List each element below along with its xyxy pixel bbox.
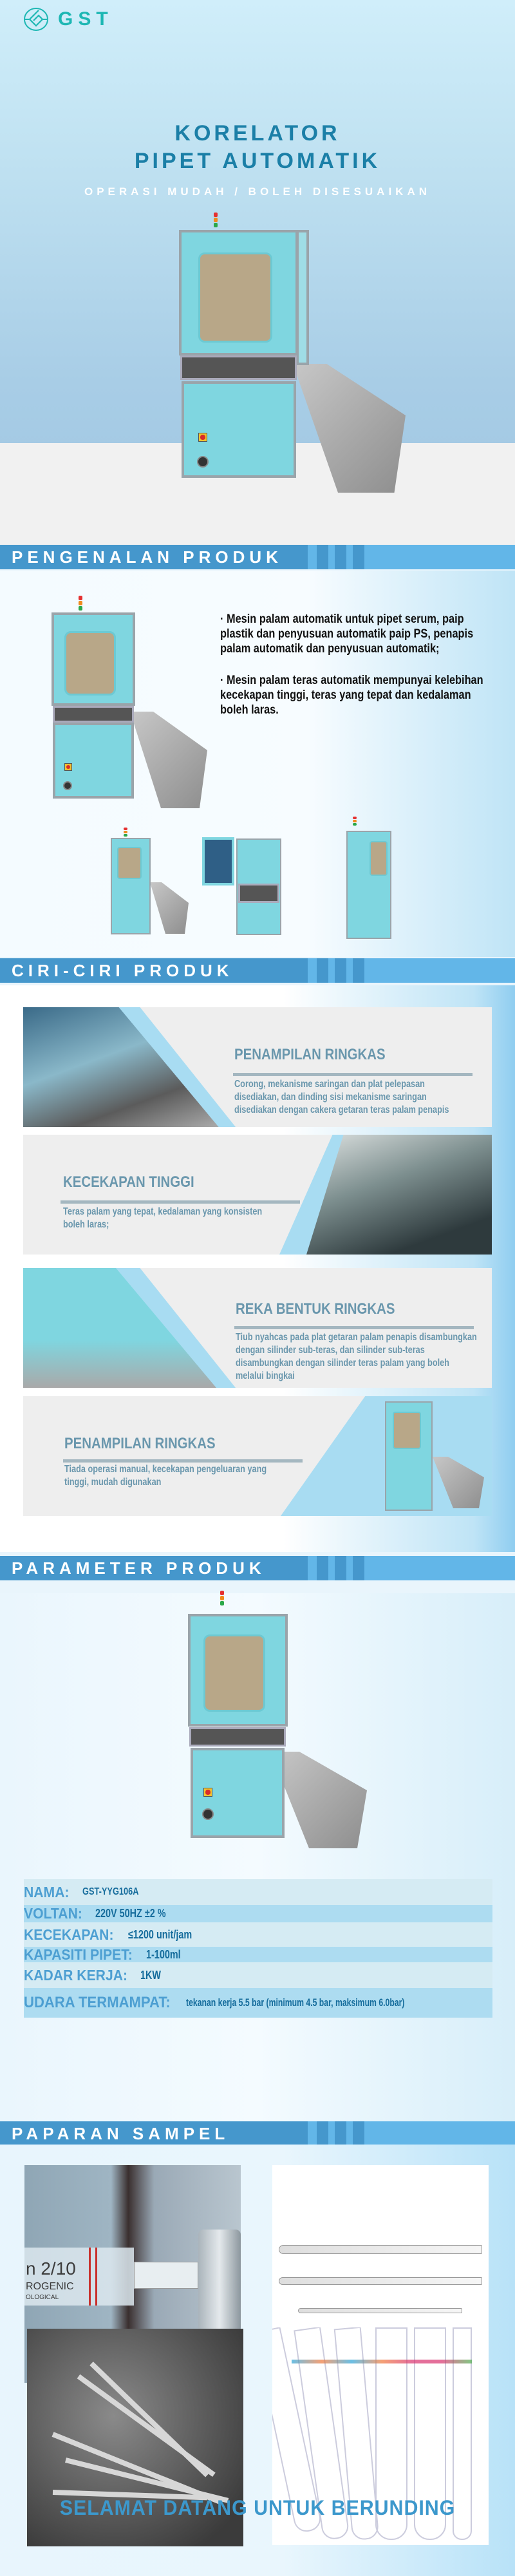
emergency-stop-icon — [203, 1788, 212, 1797]
intro-bullet: · Mesin palam automatik untuk pipet serum, paip plastik dan penyusuan automatik paip PS, penapis palam automatik dan penyusuan automatik; — [220, 612, 474, 656]
hero-subtitle: OPERASI MUDAH / BOLEH DISESUAIKAN — [84, 185, 431, 198]
feature-card — [23, 1268, 492, 1388]
section-header-intro — [0, 545, 515, 569]
feature-machine-image — [384, 1399, 487, 1515]
closing-message: SELAMAT DATANG UNTUK BERUNDING — [59, 2496, 456, 2519]
gst-logo-icon — [23, 6, 49, 32]
machine-mechanism — [238, 884, 279, 903]
signal-light-icon — [79, 596, 82, 611]
hopper — [130, 712, 207, 808]
param-key: KADAR KERJA: — [24, 1966, 128, 1984]
brand-name: GST — [58, 8, 113, 30]
feature-description: Corong, mekanisme saringan dan plat pelepasan disediakan, dan dinding sisi mekanisme saringan disediakan dengan cakera getaran teras palam penapis — [234, 1079, 449, 1115]
feature-title: PENAMPILAN RINGKAS — [64, 1435, 216, 1452]
page-title — [0, 120, 515, 175]
machine-window — [203, 1634, 265, 1712]
feature-description: Teras palam yang tepat, kedalaman yang konsisten boleh laras; — [63, 1206, 263, 1230]
section-title: PARAMETER PRODUK — [12, 1558, 266, 1578]
intro-bullet: · Mesin palam teras automatik mempunyai kelebihan kecekapan tinggi, teras yang tepat dan kedalaman boleh laras. — [220, 674, 483, 717]
param-value: ≤1200 unit/jam — [127, 1927, 192, 1941]
fan-icon — [197, 456, 209, 468]
feature-description: Tiada operasi manual, kecekapan pengeluaran yang tinggi, mudah digunakan — [64, 1464, 267, 1488]
param-row — [24, 1905, 492, 1922]
feature-title: PENAMPILAN RINGKAS — [234, 1046, 386, 1063]
machine-window — [370, 841, 388, 876]
machine-mechanism — [180, 355, 297, 380]
emergency-stop-icon — [198, 433, 207, 442]
machine-window — [117, 847, 142, 879]
param-row — [24, 1879, 492, 1905]
hero-banner — [0, 0, 515, 546]
intro-description — [220, 612, 483, 734]
intro-machine-image — [46, 596, 214, 808]
param-key: KAPASITI PIPET: — [24, 1946, 133, 1963]
machine-window — [198, 252, 272, 343]
params-machine-image — [174, 1591, 386, 1868]
param-key: VOLTAN: — [24, 1905, 82, 1922]
pipette-label: n 2/10 — [26, 2259, 76, 2278]
feature-card — [23, 1135, 492, 1255]
param-key: UDARA TERMAMPAT: — [24, 1994, 171, 2011]
section-title: PENGENALAN PRODUK — [12, 547, 283, 567]
machine-view-front — [108, 828, 192, 940]
parameter-table — [24, 1879, 492, 2018]
param-key: KECEKAPAN: — [24, 1926, 114, 1943]
feature-card — [23, 1007, 492, 1127]
feature-title: KECEKAPAN TINGGI — [63, 1173, 194, 1191]
machine-window — [64, 631, 116, 696]
param-value: 1-100ml — [145, 1947, 181, 1961]
signal-light-icon — [214, 213, 218, 228]
hero-machine-image — [174, 213, 406, 509]
machine-mechanism — [53, 706, 134, 723]
param-row — [24, 1947, 492, 1962]
machine-open-door — [202, 837, 234, 886]
machine-window — [393, 1412, 421, 1449]
title-line-1: KORELATOR — [174, 121, 341, 146]
feature-description: Tiub nyahcas pada plat getaran palam penapis disambungkan dengan silinder sub-teras, dan silinder sub-teras disambungkan dengan silinder teras palam yang boleh melalui bingkai — [236, 1332, 477, 1381]
signal-light-icon — [353, 817, 357, 826]
param-value: 220V 50HZ ±2 % — [95, 1907, 166, 1920]
section-title: PAPARAN SAMPEL — [12, 2124, 230, 2143]
hopper — [270, 1752, 367, 1848]
machine-view-side — [341, 817, 412, 945]
section-title: CIRI-CIRI PRODUK — [12, 961, 234, 980]
section-header-samples — [0, 2121, 515, 2146]
pipette-label: ROGENIC — [26, 2281, 74, 2292]
hopper — [150, 882, 189, 934]
title-line-2: PIPET AUTOMATIK — [134, 149, 381, 173]
machine-mechanism — [189, 1727, 286, 1747]
machine-view-open — [201, 819, 291, 942]
emergency-stop-icon — [64, 763, 72, 771]
signal-light-icon — [220, 1591, 224, 1606]
param-row — [24, 1962, 492, 1988]
param-row — [24, 1988, 492, 2018]
signal-light-icon — [124, 828, 127, 837]
hopper — [433, 1457, 484, 1508]
feature-title: REKA BENTUK RINGKAS — [236, 1300, 395, 1318]
hopper — [293, 364, 406, 493]
machine-side-panel — [296, 230, 309, 365]
section-header-features — [0, 958, 515, 983]
param-key: NAMA: — [24, 1883, 70, 1900]
brand-logo[interactable] — [23, 6, 113, 32]
param-value: 1KW — [140, 1968, 162, 1982]
section-header-params — [0, 1556, 515, 1580]
param-value: GST-YYG106A — [82, 1886, 139, 1897]
fan-icon — [63, 781, 72, 790]
feature-card — [23, 1396, 492, 1516]
pipette-label: OLOGICAL — [26, 2294, 59, 2301]
fan-icon — [202, 1808, 214, 1820]
param-value: tekanan kerja 5.5 bar (minimum 4.5 bar, maksimum 6.0bar) — [185, 1996, 404, 2009]
param-row — [24, 1922, 492, 1947]
